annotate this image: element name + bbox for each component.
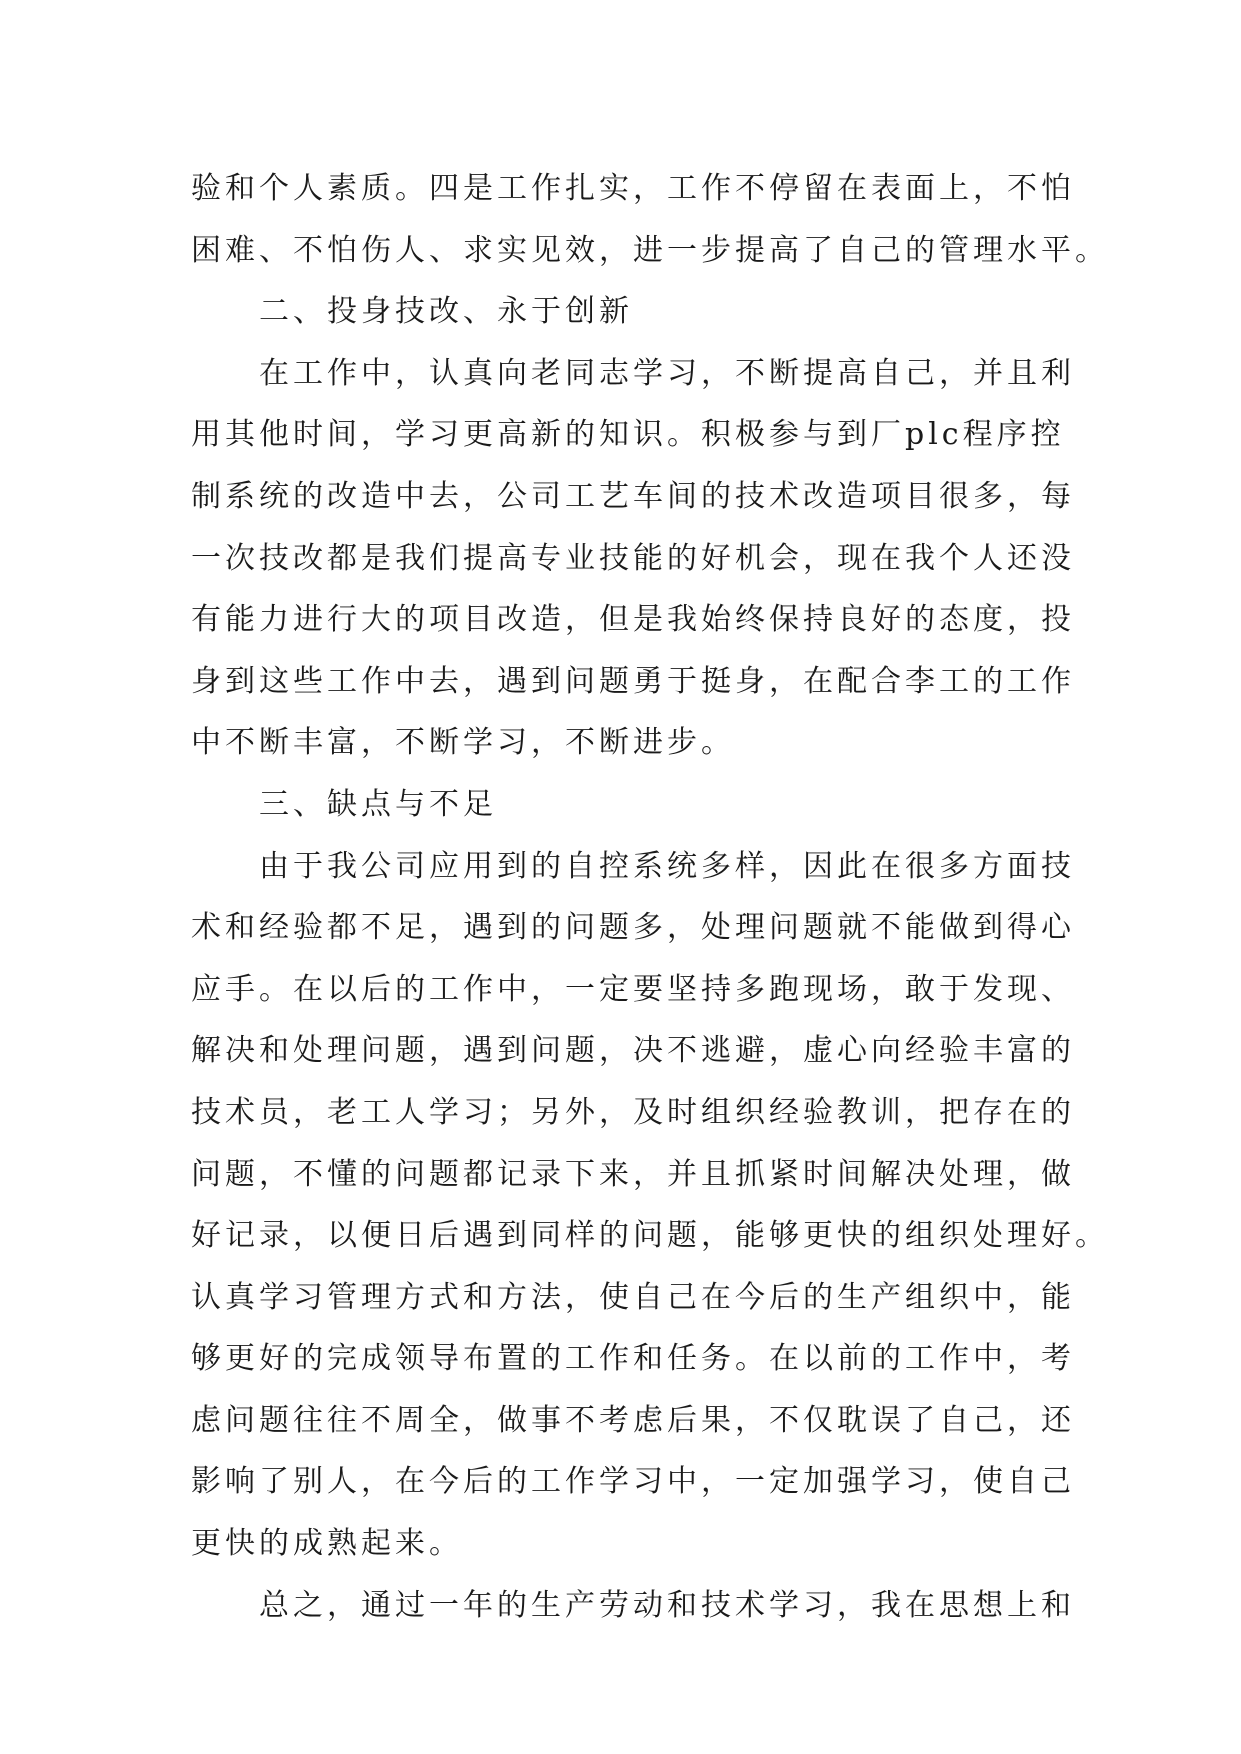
text-line: 影响了别人，在今后的工作学习中，一定加强学习，使自己 bbox=[191, 1464, 1075, 1500]
text-line: 中不断丰富，不断学习，不断进步。 bbox=[191, 725, 735, 761]
document-body bbox=[191, 158, 1109, 1636]
text-line: 技术员，老工人学习；另外，及时组织经验教训，把存在的 bbox=[191, 1094, 1075, 1130]
text-line: 更快的成熟起来。 bbox=[191, 1526, 463, 1562]
text-line: 认真学习管理方式和方法，使自己在今后的生产组织中，能 bbox=[191, 1279, 1075, 1315]
text-line: 制系统的改造中去，公司工艺车间的技术改造项目很多，每 bbox=[191, 478, 1075, 514]
text-line: 由于我公司应用到的自控系统多样，因此在很多方面技 bbox=[259, 848, 1075, 884]
text-line: 二、投身技改、永于创新 bbox=[259, 294, 633, 330]
text-line: 身到这些工作中去，遇到问题勇于挺身，在配合李工的工作 bbox=[191, 663, 1075, 699]
text-line: 术和经验都不足，遇到的问题多，处理问题就不能做到得心 bbox=[191, 910, 1075, 946]
text-line: 应手。在以后的工作中，一定要坚持多跑现场，敢于发现、 bbox=[191, 971, 1075, 1007]
text-line: 困难、不怕伤人、求实见效，进一步提高了自己的管理水平。 bbox=[191, 232, 1109, 268]
text-line: 问题，不懂的问题都记录下来，并且抓紧时间解决处理，做 bbox=[191, 1156, 1075, 1192]
text-line: 有能力进行大的项目改造，但是我始终保持良好的态度，投 bbox=[191, 602, 1075, 638]
text-line: 在工作中，认真向老同志学习，不断提高自己，并且利 bbox=[259, 355, 1075, 391]
text-line: 虑问题往往不周全，做事不考虑后果，不仅耽误了自己，还 bbox=[191, 1402, 1075, 1438]
text-line: 一次技改都是我们提高专业技能的好机会，现在我个人还没 bbox=[191, 540, 1075, 576]
text-line: 三、缺点与不足 bbox=[259, 786, 497, 822]
text-line: 总之，通过一年的生产劳动和技术学习，我在思想上和 bbox=[259, 1587, 1075, 1623]
text-line: 用其他时间，学习更高新的知识。积极参与到厂plc程序控 bbox=[191, 417, 1065, 453]
text-line: 够更好的完成领导布置的工作和任务。在以前的工作中，考 bbox=[191, 1341, 1075, 1377]
text-line: 解决和处理问题，遇到问题，决不逃避，虚心向经验丰富的 bbox=[191, 1033, 1075, 1069]
text-line: 验和个人素质。四是工作扎实，工作不停留在表面上，不怕 bbox=[191, 171, 1075, 206]
text-line: 好记录，以便日后遇到同样的问题，能够更快的组织处理好。 bbox=[191, 1218, 1109, 1254]
